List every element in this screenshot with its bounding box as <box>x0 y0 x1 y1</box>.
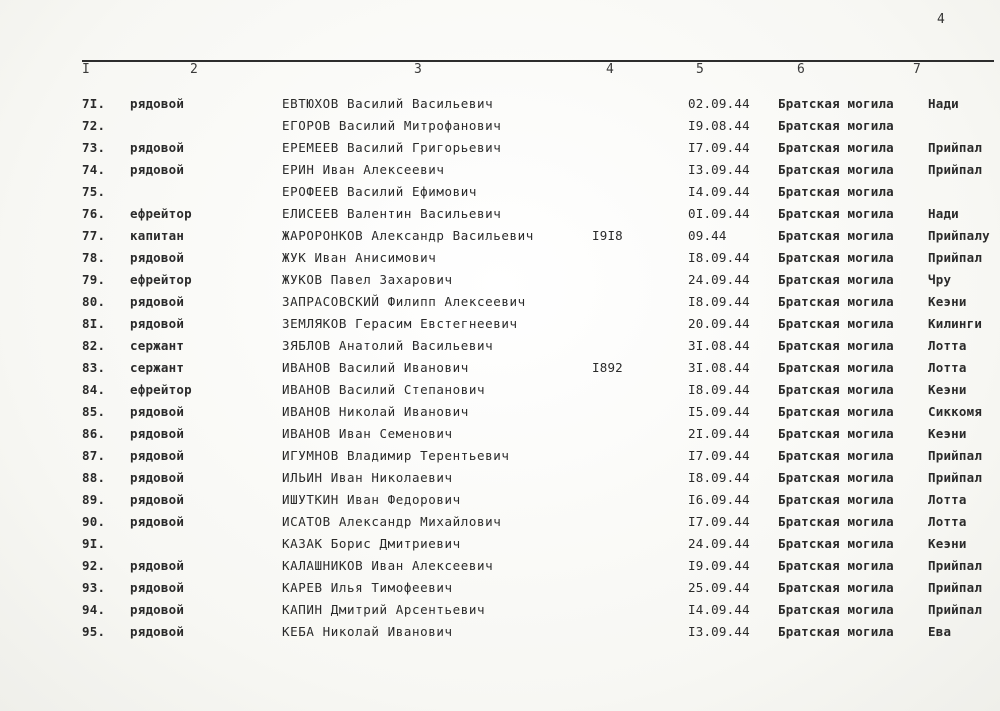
column-header-5: 5 <box>696 62 704 77</box>
table-row <box>0 250 1000 272</box>
row-location: Прийпал <box>928 448 983 463</box>
row-name: ЖАРОРОНКОВ Александр Васильевич <box>282 228 534 243</box>
row-rank: рядовой <box>130 316 185 331</box>
row-rank: рядовой <box>130 426 185 441</box>
table-row <box>0 184 1000 206</box>
row-death-date: 24.09.44 <box>688 272 750 287</box>
row-number: 78. <box>82 250 106 265</box>
row-name: ИСАТОВ Александр Михайлович <box>282 514 502 529</box>
row-rank: рядовой <box>130 162 185 177</box>
row-rank: рядовой <box>130 140 185 155</box>
row-burial-place: Братская могила <box>778 448 894 463</box>
row-name: ЕРИН Иван Алексеевич <box>282 162 445 177</box>
row-number: 86. <box>82 426 106 441</box>
table-row <box>0 360 1000 382</box>
row-death-date: I3.09.44 <box>688 624 750 639</box>
row-death-date: I4.09.44 <box>688 184 750 199</box>
row-burial-place: Братская могила <box>778 184 894 199</box>
row-location: Лотта <box>928 360 967 375</box>
row-location: Прийпал <box>928 558 983 573</box>
row-location: Прийпал <box>928 140 983 155</box>
table-row <box>0 448 1000 470</box>
table-row <box>0 492 1000 514</box>
row-rank: рядовой <box>130 448 185 463</box>
row-name: ИВАНОВ Николай Иванович <box>282 404 469 419</box>
row-rank: рядовой <box>130 558 185 573</box>
row-burial-place: Братская могила <box>778 624 894 639</box>
header-rule <box>82 60 994 62</box>
table-row <box>0 228 1000 250</box>
row-number: 95. <box>82 624 106 639</box>
table-row <box>0 206 1000 228</box>
row-burial-place: Братская могила <box>778 250 894 265</box>
row-number: 82. <box>82 338 106 353</box>
row-number: 83. <box>82 360 106 375</box>
row-location: Кеэни <box>928 382 967 397</box>
table-row <box>0 338 1000 360</box>
row-burial-place: Братская могила <box>778 162 894 177</box>
row-number: 79. <box>82 272 106 287</box>
row-name: ЗЯБЛОВ Анатолий Васильевич <box>282 338 494 353</box>
row-number: 84. <box>82 382 106 397</box>
row-death-date: 09.44 <box>688 228 727 243</box>
row-death-date: I5.09.44 <box>688 404 750 419</box>
row-burial-place: Братская могила <box>778 492 894 507</box>
row-rank: капитан <box>130 228 185 243</box>
row-number: 75. <box>82 184 106 199</box>
row-number: 90. <box>82 514 106 529</box>
row-number: 93. <box>82 580 106 595</box>
table-row <box>0 140 1000 162</box>
row-death-date: 2I.09.44 <box>688 426 750 441</box>
table-row <box>0 514 1000 536</box>
row-number: 94. <box>82 602 106 617</box>
row-number: 77. <box>82 228 106 243</box>
row-name: ЕГОРОВ Василий Митрофанович <box>282 118 502 133</box>
row-burial-place: Братская могила <box>778 140 894 155</box>
row-rank: рядовой <box>130 250 185 265</box>
row-location: Лотта <box>928 514 967 529</box>
row-location: Прийпал <box>928 250 983 265</box>
column-header-6: 6 <box>797 62 805 77</box>
row-death-date: I9.08.44 <box>688 118 750 133</box>
row-rank: рядовой <box>130 96 185 111</box>
row-location: Прийпалу <box>928 228 990 243</box>
row-location: Сиккомя <box>928 404 983 419</box>
row-burial-place: Братская могила <box>778 580 894 595</box>
row-burial-place: Братская могила <box>778 602 894 617</box>
row-number: 9I. <box>82 536 106 551</box>
row-location: Прийпал <box>928 602 983 617</box>
row-name: ЕВТЮХОВ Василий Васильевич <box>282 96 494 111</box>
row-burial-place: Братская могила <box>778 426 894 441</box>
row-burial-place: Братская могила <box>778 294 894 309</box>
row-death-date: I8.09.44 <box>688 382 750 397</box>
table-row <box>0 624 1000 646</box>
row-location: Кеэни <box>928 294 967 309</box>
column-header-3: 3 <box>414 62 422 77</box>
column-header-4: 4 <box>606 62 614 77</box>
row-death-date: 02.09.44 <box>688 96 750 111</box>
row-location: Прийпал <box>928 162 983 177</box>
row-name: ЖУК Иван Анисимович <box>282 250 437 265</box>
row-death-date: I8.09.44 <box>688 294 750 309</box>
row-location: Нади <box>928 96 959 111</box>
table-row <box>0 426 1000 448</box>
row-location: Лотта <box>928 492 967 507</box>
row-name: КАЗАК Борис Дмитриевич <box>282 536 461 551</box>
row-number: 89. <box>82 492 106 507</box>
row-rank: сержант <box>130 360 185 375</box>
row-death-date: I4.09.44 <box>688 602 750 617</box>
row-death-date: I7.09.44 <box>688 140 750 155</box>
row-number: 72. <box>82 118 106 133</box>
row-death-date: I9.09.44 <box>688 558 750 573</box>
row-death-date: I7.09.44 <box>688 514 750 529</box>
row-death-date: I7.09.44 <box>688 448 750 463</box>
row-burial-place: Братская могила <box>778 360 894 375</box>
row-name: ЖУКОВ Павел Захарович <box>282 272 453 287</box>
row-death-date: 3I.08.44 <box>688 360 750 375</box>
table-row <box>0 96 1000 118</box>
table-row <box>0 404 1000 426</box>
row-name: ЕРОФЕЕВ Василий Ефимович <box>282 184 478 199</box>
row-rank: рядовой <box>130 404 185 419</box>
row-rank: ефрейтор <box>130 382 192 397</box>
row-death-date: I6.09.44 <box>688 492 750 507</box>
row-number: 74. <box>82 162 106 177</box>
row-death-date: I8.09.44 <box>688 470 750 485</box>
table-row <box>0 602 1000 624</box>
row-name: ИШУТКИН Иван Федорович <box>282 492 461 507</box>
row-location: Прийпал <box>928 580 983 595</box>
row-location: Кеэни <box>928 426 967 441</box>
column-header-7: 7 <box>913 62 921 77</box>
row-burial-place: Братская могила <box>778 118 894 133</box>
table-row <box>0 580 1000 602</box>
table-row <box>0 470 1000 492</box>
table-row <box>0 558 1000 580</box>
row-burial-place: Братская могила <box>778 228 894 243</box>
row-death-date: 3I.08.44 <box>688 338 750 353</box>
row-name: ЕЛИСЕЕВ Валентин Васильевич <box>282 206 502 221</box>
row-name: КАПИН Дмитрий Арсентьевич <box>282 602 486 617</box>
row-rank: рядовой <box>130 602 185 617</box>
row-burial-place: Братская могила <box>778 382 894 397</box>
row-rank: рядовой <box>130 470 185 485</box>
row-number: 80. <box>82 294 106 309</box>
table-row <box>0 118 1000 140</box>
row-death-date: 20.09.44 <box>688 316 750 331</box>
table-row <box>0 382 1000 404</box>
row-burial-place: Братская могила <box>778 404 894 419</box>
row-burial-place: Братская могила <box>778 338 894 353</box>
row-name: КЕБА Николай Иванович <box>282 624 453 639</box>
row-burial-place: Братская могила <box>778 96 894 111</box>
row-name: КАРЕВ Илья Тимофеевич <box>282 580 453 595</box>
row-location: Прийпал <box>928 470 983 485</box>
row-death-date: 0I.09.44 <box>688 206 750 221</box>
row-rank: ефрейтор <box>130 206 192 221</box>
row-name: ИГУМНОВ Владимир Терентьевич <box>282 448 510 463</box>
row-location: Нади <box>928 206 959 221</box>
row-number: 88. <box>82 470 106 485</box>
row-location: Чру <box>928 272 952 287</box>
table-row <box>0 316 1000 338</box>
table-row <box>0 294 1000 316</box>
row-number: 92. <box>82 558 106 573</box>
row-name: ЗЕМЛЯКОВ Герасим Евстегнеевич <box>282 316 518 331</box>
row-burial-place: Братская могила <box>778 536 894 551</box>
table-row <box>0 536 1000 558</box>
row-death-date: 25.09.44 <box>688 580 750 595</box>
row-rank: сержант <box>130 338 185 353</box>
table-row <box>0 272 1000 294</box>
row-burial-place: Братская могила <box>778 558 894 573</box>
row-name: ИВАНОВ Василий Иванович <box>282 360 469 375</box>
row-birth-year: I9I8 <box>592 228 623 243</box>
row-burial-place: Братская могила <box>778 272 894 287</box>
row-location: Килинги <box>928 316 983 331</box>
row-rank: ефрейтор <box>130 272 192 287</box>
row-number: 8I. <box>82 316 106 331</box>
row-rank: рядовой <box>130 514 185 529</box>
row-burial-place: Братская могила <box>778 514 894 529</box>
row-burial-place: Братская могила <box>778 206 894 221</box>
row-name: ЕРЕМЕЕВ Василий Григорьевич <box>282 140 502 155</box>
row-death-date: I3.09.44 <box>688 162 750 177</box>
row-name: ИВАНОВ Василий Степанович <box>282 382 486 397</box>
row-location: Ева <box>928 624 952 639</box>
row-birth-year: I892 <box>592 360 623 375</box>
page-number: 4 <box>937 12 945 27</box>
row-number: 85. <box>82 404 106 419</box>
row-death-date: 24.09.44 <box>688 536 750 551</box>
row-number: 76. <box>82 206 106 221</box>
row-rank: рядовой <box>130 492 185 507</box>
column-header-2: 2 <box>190 62 198 77</box>
row-number: 87. <box>82 448 106 463</box>
row-location: Кеэни <box>928 536 967 551</box>
row-rank: рядовой <box>130 624 185 639</box>
row-burial-place: Братская могила <box>778 316 894 331</box>
column-header-1: I <box>82 62 90 77</box>
row-number: 73. <box>82 140 106 155</box>
row-rank: рядовой <box>130 580 185 595</box>
table-row <box>0 162 1000 184</box>
row-name: ИВАНОВ Иван Семенович <box>282 426 453 441</box>
row-number: 7I. <box>82 96 106 111</box>
row-name: ЗАПРАСОВСКИЙ Филипп Алексеевич <box>282 294 526 309</box>
row-burial-place: Братская могила <box>778 470 894 485</box>
row-rank: рядовой <box>130 294 185 309</box>
row-death-date: I8.09.44 <box>688 250 750 265</box>
row-name: КАЛАШНИКОВ Иван Алексеевич <box>282 558 494 573</box>
row-location: Лотта <box>928 338 967 353</box>
row-name: ИЛЬИН Иван Николаевич <box>282 470 453 485</box>
